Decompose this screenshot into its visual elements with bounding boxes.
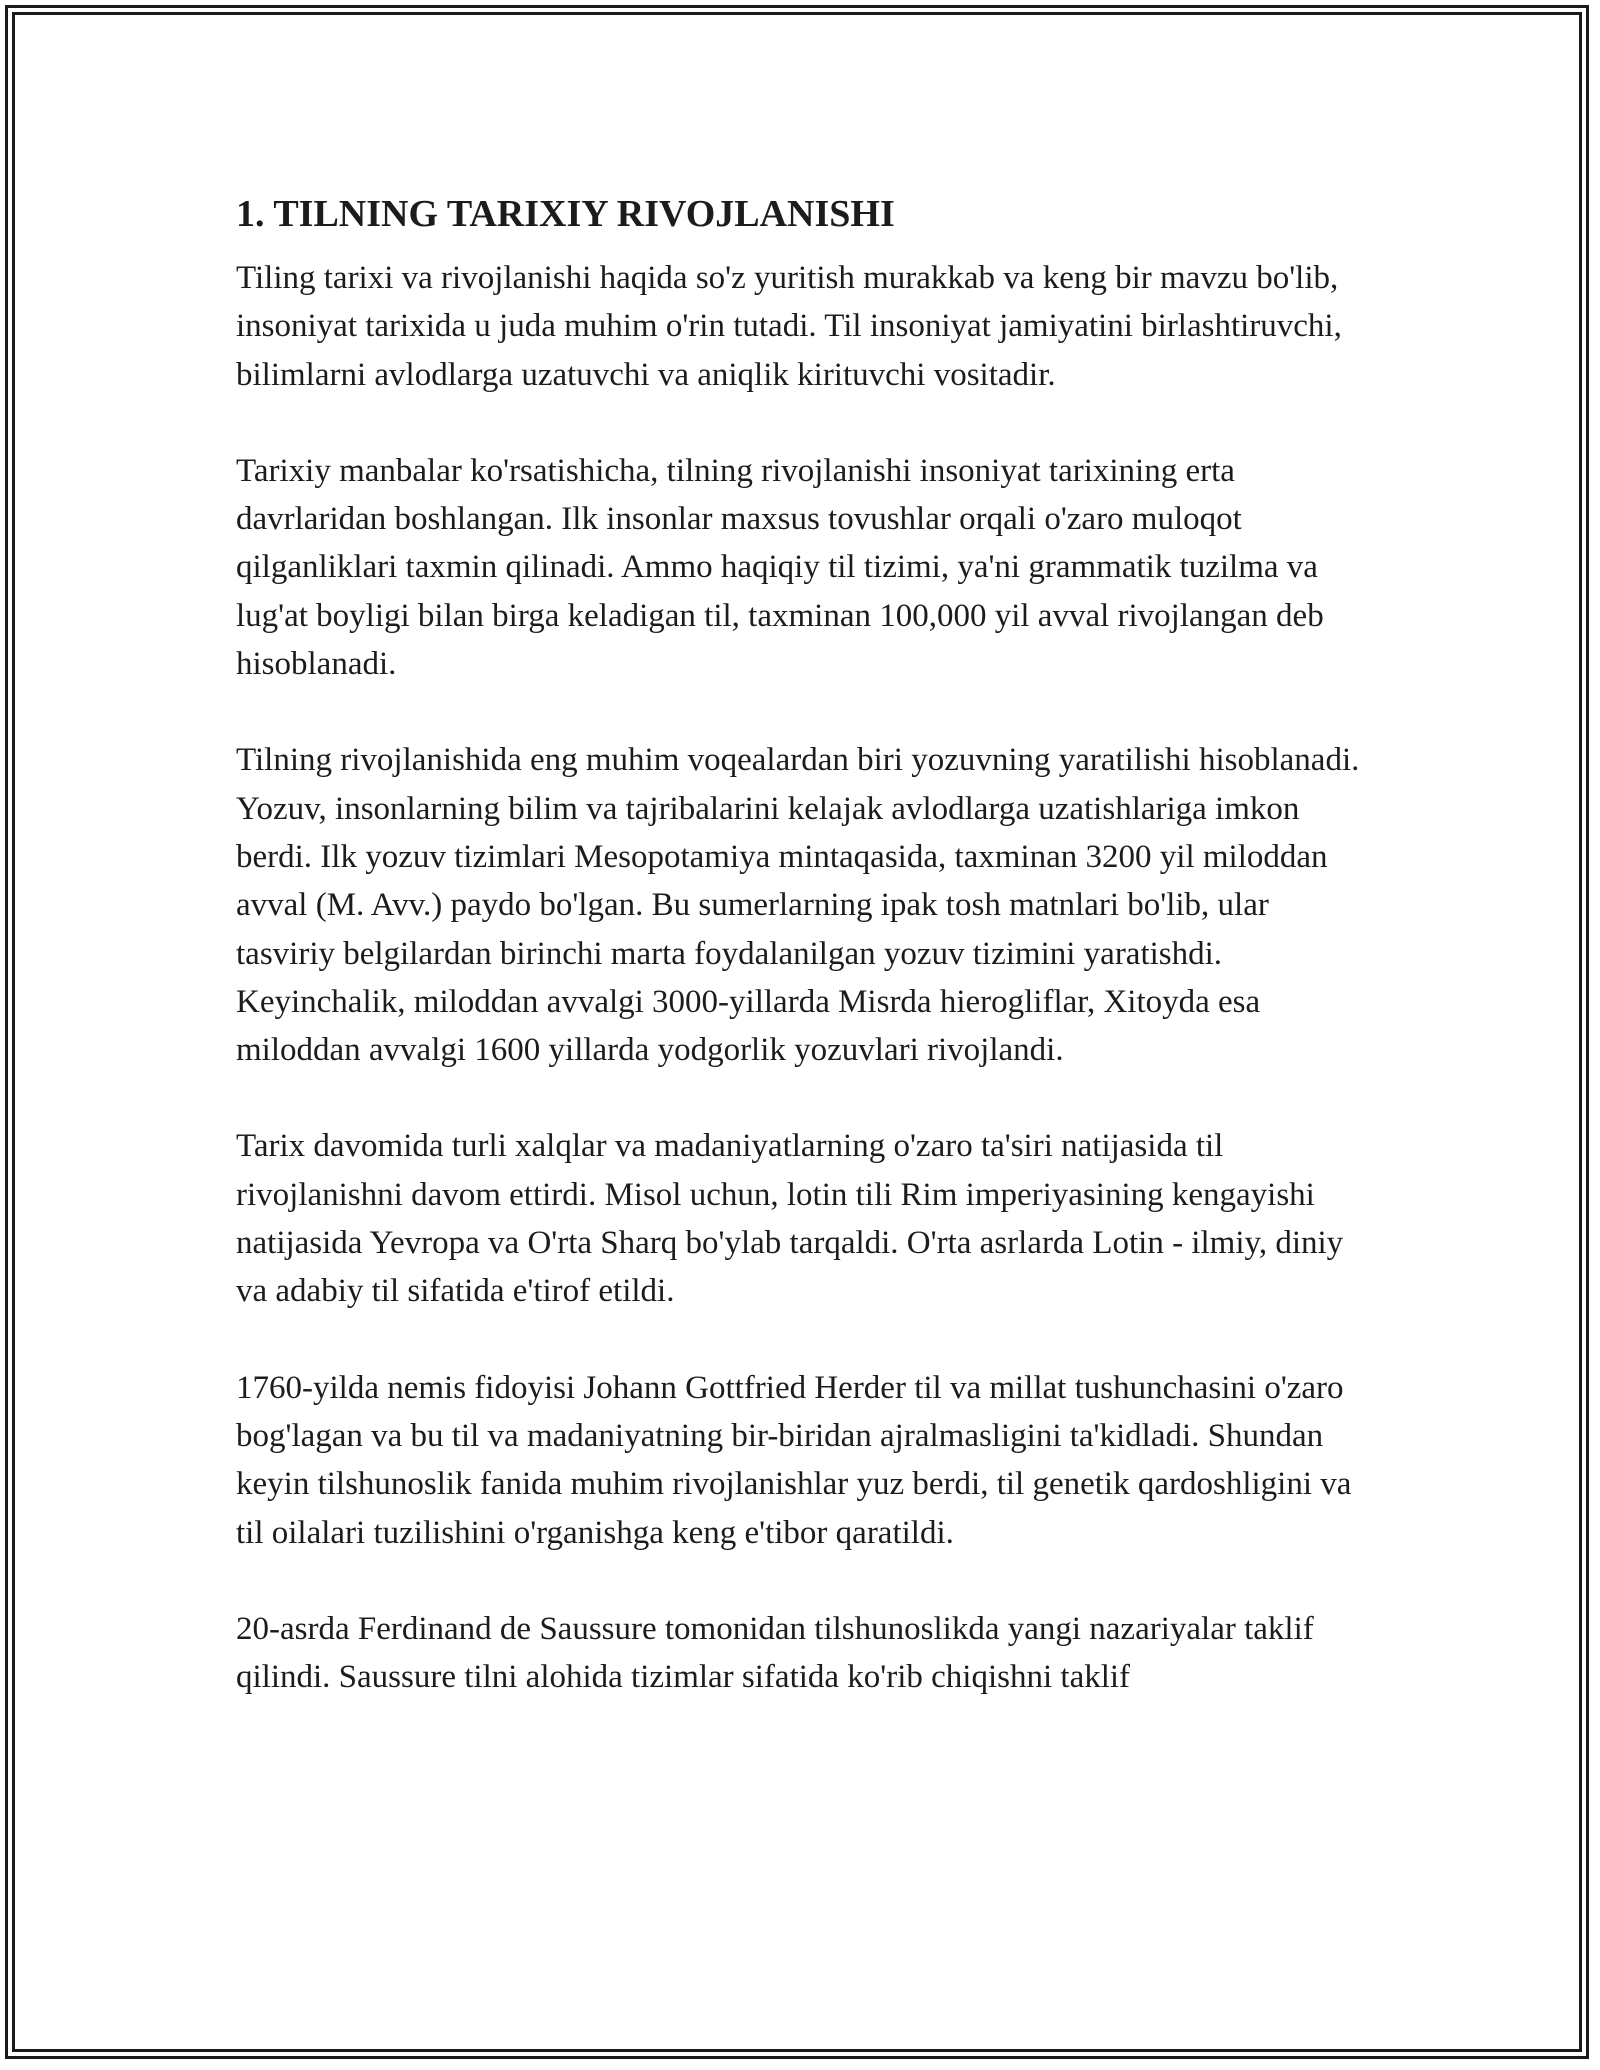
paragraph-2: Tarixiy manbalar ko'rsatishicha, tilning rivojlanishi insoniyat tarixining erta davrlaridan boshlangan. Ilk insonlar maxsus tovushlar orqali o'zaro muloqot qilganliklari taxmin qilinadi. Ammo haqiqiy til tizimi, ya'ni grammatik tuzilma va lug'at boyligi bilan birga keladigan til, taxminan 100,000 yil avval rivojlangan deb hisoblanadi. [236,452,1324,683]
paragraph-3: Tilning rivojlanishida eng muhim voqealardan biri yozuvning yaratilishi hisoblanadi. Yozuv, insonlarning bilim va tajribalarini kelajak avlodlarga uzatishlariga imkon berdi. Ilk yozuv tizimlari Mesopotamiya mintaqasida, taxminan 3200 yil miloddan avval (M. Avv.) paydo bo'lgan. Bu sumerlarning ipak tosh matnlari bo'lib, ular tasviriy belgilardan birinchi marta foydalanilgan yozuv tizimini yaratishdi. Keyinchalik, miloddan avvalgi 3000-yillarda Misrda hierogliflar, Xitoyda esa miloddan avvalgi 1600 yillarda yodgorlik yozuvlari rivojlandi. [236,742,1360,1069]
paragraph-4: Tarix davomida turli xalqlar va madaniyatlarning o'zaro ta'siri natijasida til rivojlanishni davom ettirdi. Misol uchun, lotin tili Rim imperiyasining kengayishi natijasida Yevropa va O'rta Sharq bo'ylab tarqaldi. O'rta asrlarda Lotin - ilmiy, diniy va adabiy til sifatida e'tirof etildi. [236,1128,1344,1310]
paragraph-1: Tiling tarixi va rivojlanishi haqida so'z yuritish murakkab va keng bir mavzu bo'lib, insoniyat tarixida u juda muhim o'rin tutadi. Til insoniyat jamiyatini birlashtiruvchi, bilimlarni avlodlarga uzatuvchi va aniqlik kirituvchi vositadir. [236,260,1342,393]
paragraph-5: 1760-yilda nemis fidoyisi Johann Gottfried Herder til va millat tushunchasini o'zaro bog'lagan va bu til va madaniyatning bir-biridan ajralmasligini ta'kidladi. Shundan keyin tilshunoslik fanida muhim rivojlanishlar yuz berdi, til genetik qardoshligini va til oilalari tuzilishini o'rganishga keng e'tibor qaratildi. [236,1369,1352,1551]
paragraph-6: 20-asrda Ferdinand de Saussure tomonidan tilshunoslikda yangi nazariyalar taklif qilindi. Saussure tilni alohida tizimlar sifatida ko'rib chiqishni taklif [236,1610,1314,1696]
document-body [236,188,1366,1701]
document-title: 1. TILNING TARIXIY RIVOJLANISHI [236,193,895,235]
